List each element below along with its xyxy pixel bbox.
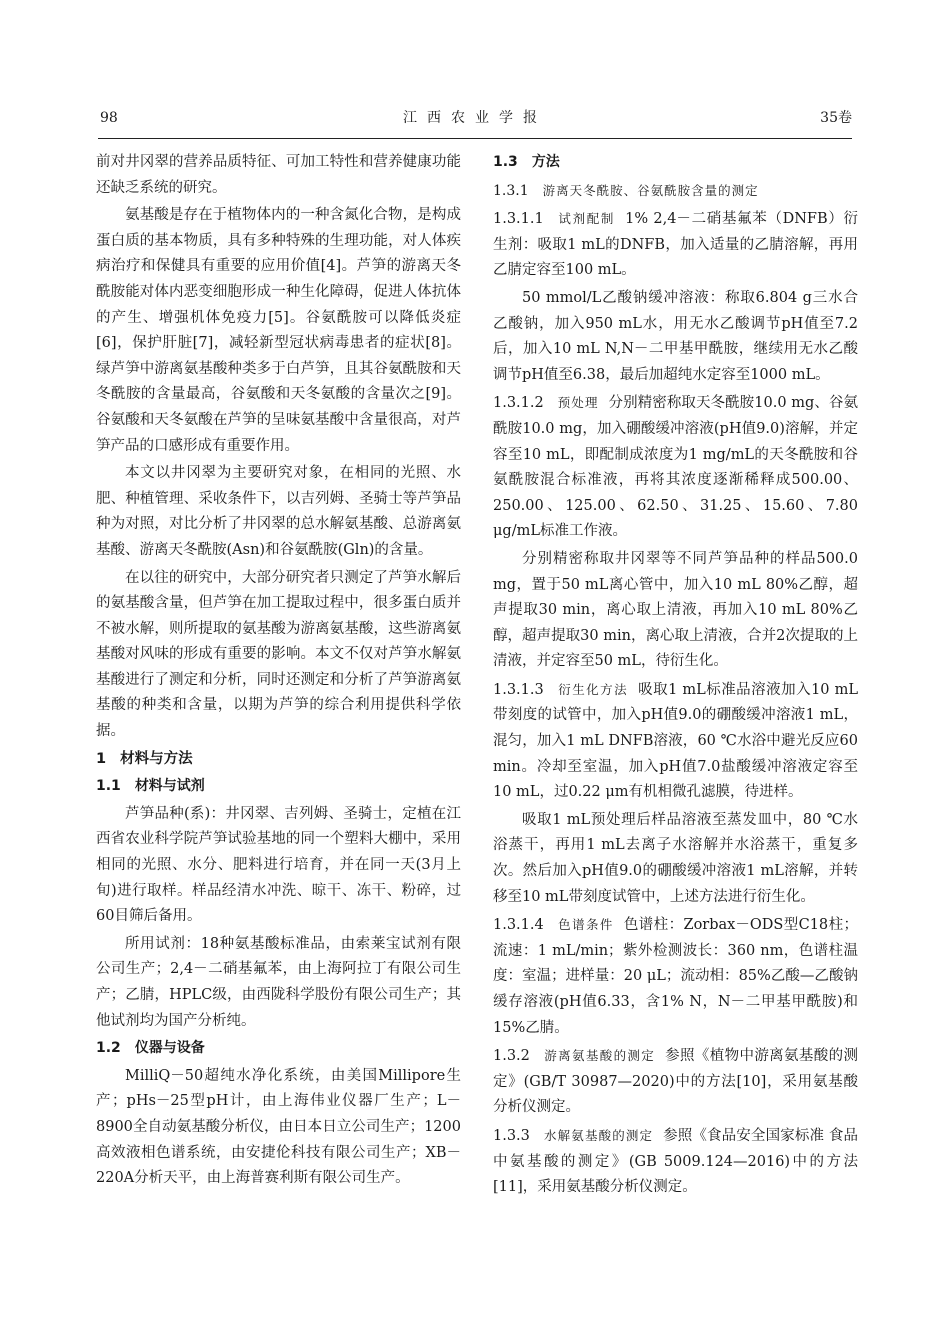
section-number: 1.3.1.3 [493,681,544,698]
paragraph: 所用试剂：18种氨基酸标准品，由索莱宝试剂有限公司生产；2,4－二硝基氟苯，由上海阿拉丁有限公司生产；乙腈，HPLC级，由西陇科学股份有限公司生产；其他试剂均为国产分析纯。 [96,935,461,1029]
paragraph: MilliQ－50超纯水净化系统，由美国Millipore生产；pHs－25型pH计，由上海伟业仪器厂生产；L－8900全自动氨基酸分析仪，由日本日立公司生产；1200高效液相色谱系统，由安捷伦科技有限公司生产；XB－220A分析天平，由上海普赛利斯有限公司生产。 [96,1067,461,1187]
paragraph-text: 参照《食品安全国家标准 食品中氨基酸的测定》(GB 5009.124—2016)中的方法[11]，采用氨基酸分析仪测定。 [493,1127,858,1196]
paragraph [493,677,858,806]
section-number: 1.3.2 [493,1048,530,1065]
journal-name: 江西农业学报 [403,110,547,126]
section-title: 材料与方法 [120,750,193,767]
volume-label: 35卷 [820,110,852,126]
paragraph: 本文以井冈翠为主要研究对象，在相同的光照、水肥、种植管理、采收条件下，以吉列姆、圣骑士等芦笋品种为对照，对比分析了井冈翠的总水解氨基酸、总游离氨基酸、游离天冬酰胺(Asn)和谷氨酰胺(Gln)的含量。 [96,465,461,558]
section-title: 水解氨基酸的测定 [543,1127,654,1143]
subsubsection-heading [493,178,858,205]
section-number: 1.3.1.2 [493,395,544,412]
left-column [96,150,461,1194]
section-number: 1.3 [493,154,518,170]
paragraph: 吸取1 mL预处理后样品溶液至蒸发皿中，80 ℃水浴蒸干，再用1 mL去离子水溶解并水浴蒸干，重复多次。然后加入pH值9.0的硼酸缓冲溶液1 mL溶解，并转移至10 mL带刻度试管中，上述方法进行衍生化。 [493,811,858,905]
paragraph: 50 mmol/L乙酸钠缓冲溶液：称取6.804 g三水合乙酸钠，加入950 mL水，用无水乙酸调节pH值至7.2后，加入10 mL N,N－二甲基甲酰胺，继续用无水乙酸调节pH值至6.38，最后加超纯水定容至1000 mL。 [493,289,858,383]
paragraph [493,390,858,545]
paragraph-text: 1% 2,4－二硝基氟苯（DNFB）衍生剂：吸取1 mL的DNFB，加入适量的乙腈溶解，再用乙腈定容至100 mL。 [493,211,858,279]
paragraph: 分别精密称取井冈翠等不同芦笋品种的样品500.0 mg，置于50 mL离心管中，加入10 mL 80%乙醇，超声提取30 min，离心取上清液，再加入10 mL 80%乙醇，超声提取30 min，离心取上清液，合并2次提取的上清液，并定容至50 mL，待衍生化。 [493,550,858,670]
paragraph-text: 参照《植物中游离氨基酸的测定》(GB/T 30987—2020)中的方法[10]，采用氨基酸分析仪测定。 [493,1048,858,1116]
section-title: 试剂配制 [557,211,616,227]
subsection-heading [96,1036,461,1062]
section-heading [96,747,461,773]
paragraph-text: 吸取1 mL标准品溶液加入10 mL带刻度的试管中，加入pH值9.0的硼酸缓冲溶液1 mL，混匀，加入1 mL DNFB溶液，60 ℃水浴中避光反应60 min。冷却至室温，加入pH值7.0盐酸缓冲溶液定容至10 mL，过0.22 μm有机相微孔滤膜，待进样。 [493,681,858,801]
section-title: 方法 [531,154,560,170]
section-title: 色谱条件 [557,917,614,933]
paragraph [493,1043,858,1121]
paragraph-text: 分别精密称取天冬酰胺10.0 mg、谷氨酰胺10.0 mg，加入硼酸缓冲溶液(pH值9.0)溶解，并定容至10 mL，即配制成浓度为1 mg/mL的天冬酰胺和谷氨酰胺混合标准液，再将其浓度逐渐稀释成500.00、250.00、125.00、62.50、31.25、15.60、7.80 μg/mL标准工作液。 [493,395,858,540]
section-title: 游离氨基酸的测定 [543,1048,656,1064]
subsection-heading [96,774,461,800]
subsection-heading [493,150,858,176]
section-number: 1.3.1.1 [493,211,544,228]
paragraph [493,912,858,1041]
section-number: 1 [96,750,107,767]
paragraph-text: 色谱柱：Zorbax－ODS型C18柱；流速：1 mL/min；紫外检测波长：360 nm，色谱柱温度：室温；进样量：20 μL；流动相：85%乙酸—乙酸钠缓存溶液(pH值6.33，含1% N，N－二甲基甲酰胺)和15%乙腈。 [493,917,858,1036]
section-number: 1.3.1.4 [493,917,544,934]
paragraph: 在以往的研究中，大部分研究者只测定了芦笋水解后的氨基酸含量，但芦笋在加工提取过程中，很多蛋白质并不被水解，则所提取的氨基酸为游离氨基酸，这些游离氨基酸对风味的形成有重要的影响。本文不仅对芦笋水解氨基酸进行了测定和分析，同时还测定和分析了芦笋游离氨基酸的种类和含量，以期为芦笋的综合利用提供科学依据。 [96,569,461,740]
section-number: 1.2 [96,1040,121,1057]
section-number: 1.3.3 [493,1127,530,1144]
section-title: 仪器与设备 [134,1040,205,1057]
page-number: 98 [100,110,118,126]
paragraph: 前对井冈翠的营养品质特征、可加工特性和营养健康功能还缺乏系统的研究。 [96,154,461,196]
section-title: 衍生化方法 [557,681,629,697]
right-column [493,150,858,1203]
section-title: 游离天冬酰胺、谷氨酰胺含量的测定 [542,182,759,198]
paragraph: 氨基酸是存在于植物体内的一种含氮化合物，是构成蛋白质的基本物质，具有多种特殊的生理功能，对人体疾病治疗和保健具有重要的应用价值[4]。芦笋的游离天冬酰胺能对体内恶变细胞形成一种生化障碍，促进人体抗体的产生、增强机体免疫力[5]。谷氨酰胺可以降低炎症[6]，保护肝脏[7]，减轻新型冠状病毒患者的症状[8]。绿芦笋中游离氨基酸种类多于白芦笋，且其谷氨酰胺和天冬酰胺的含量最高，谷氨酸和天冬氨酸的含量次之[9]。谷氨酸和天冬氨酸在芦笋的呈味氨基酸中含量很高，对芦笋产品的口感形成有重要作用。 [96,207,461,454]
section-number: 1.3.1 [493,182,529,199]
section-title: 预处理 [557,395,599,411]
paragraph [493,1123,858,1201]
paragraph: 芦笋品种(系)：井冈翠、吉列姆、圣骑士，定植在江西省农业科学院芦笋试验基地的同一个塑料大棚中，采用相同的光照、水分、肥料进行培育，并在同一天(3月上旬)进行取样。样品经清水冲洗、晾干、冻干、粉碎，过60目筛后备用。 [96,805,461,925]
paragraph [493,206,858,284]
running-header [98,108,852,139]
section-number: 1.1 [96,778,121,795]
section-title: 材料与试剂 [134,778,205,795]
